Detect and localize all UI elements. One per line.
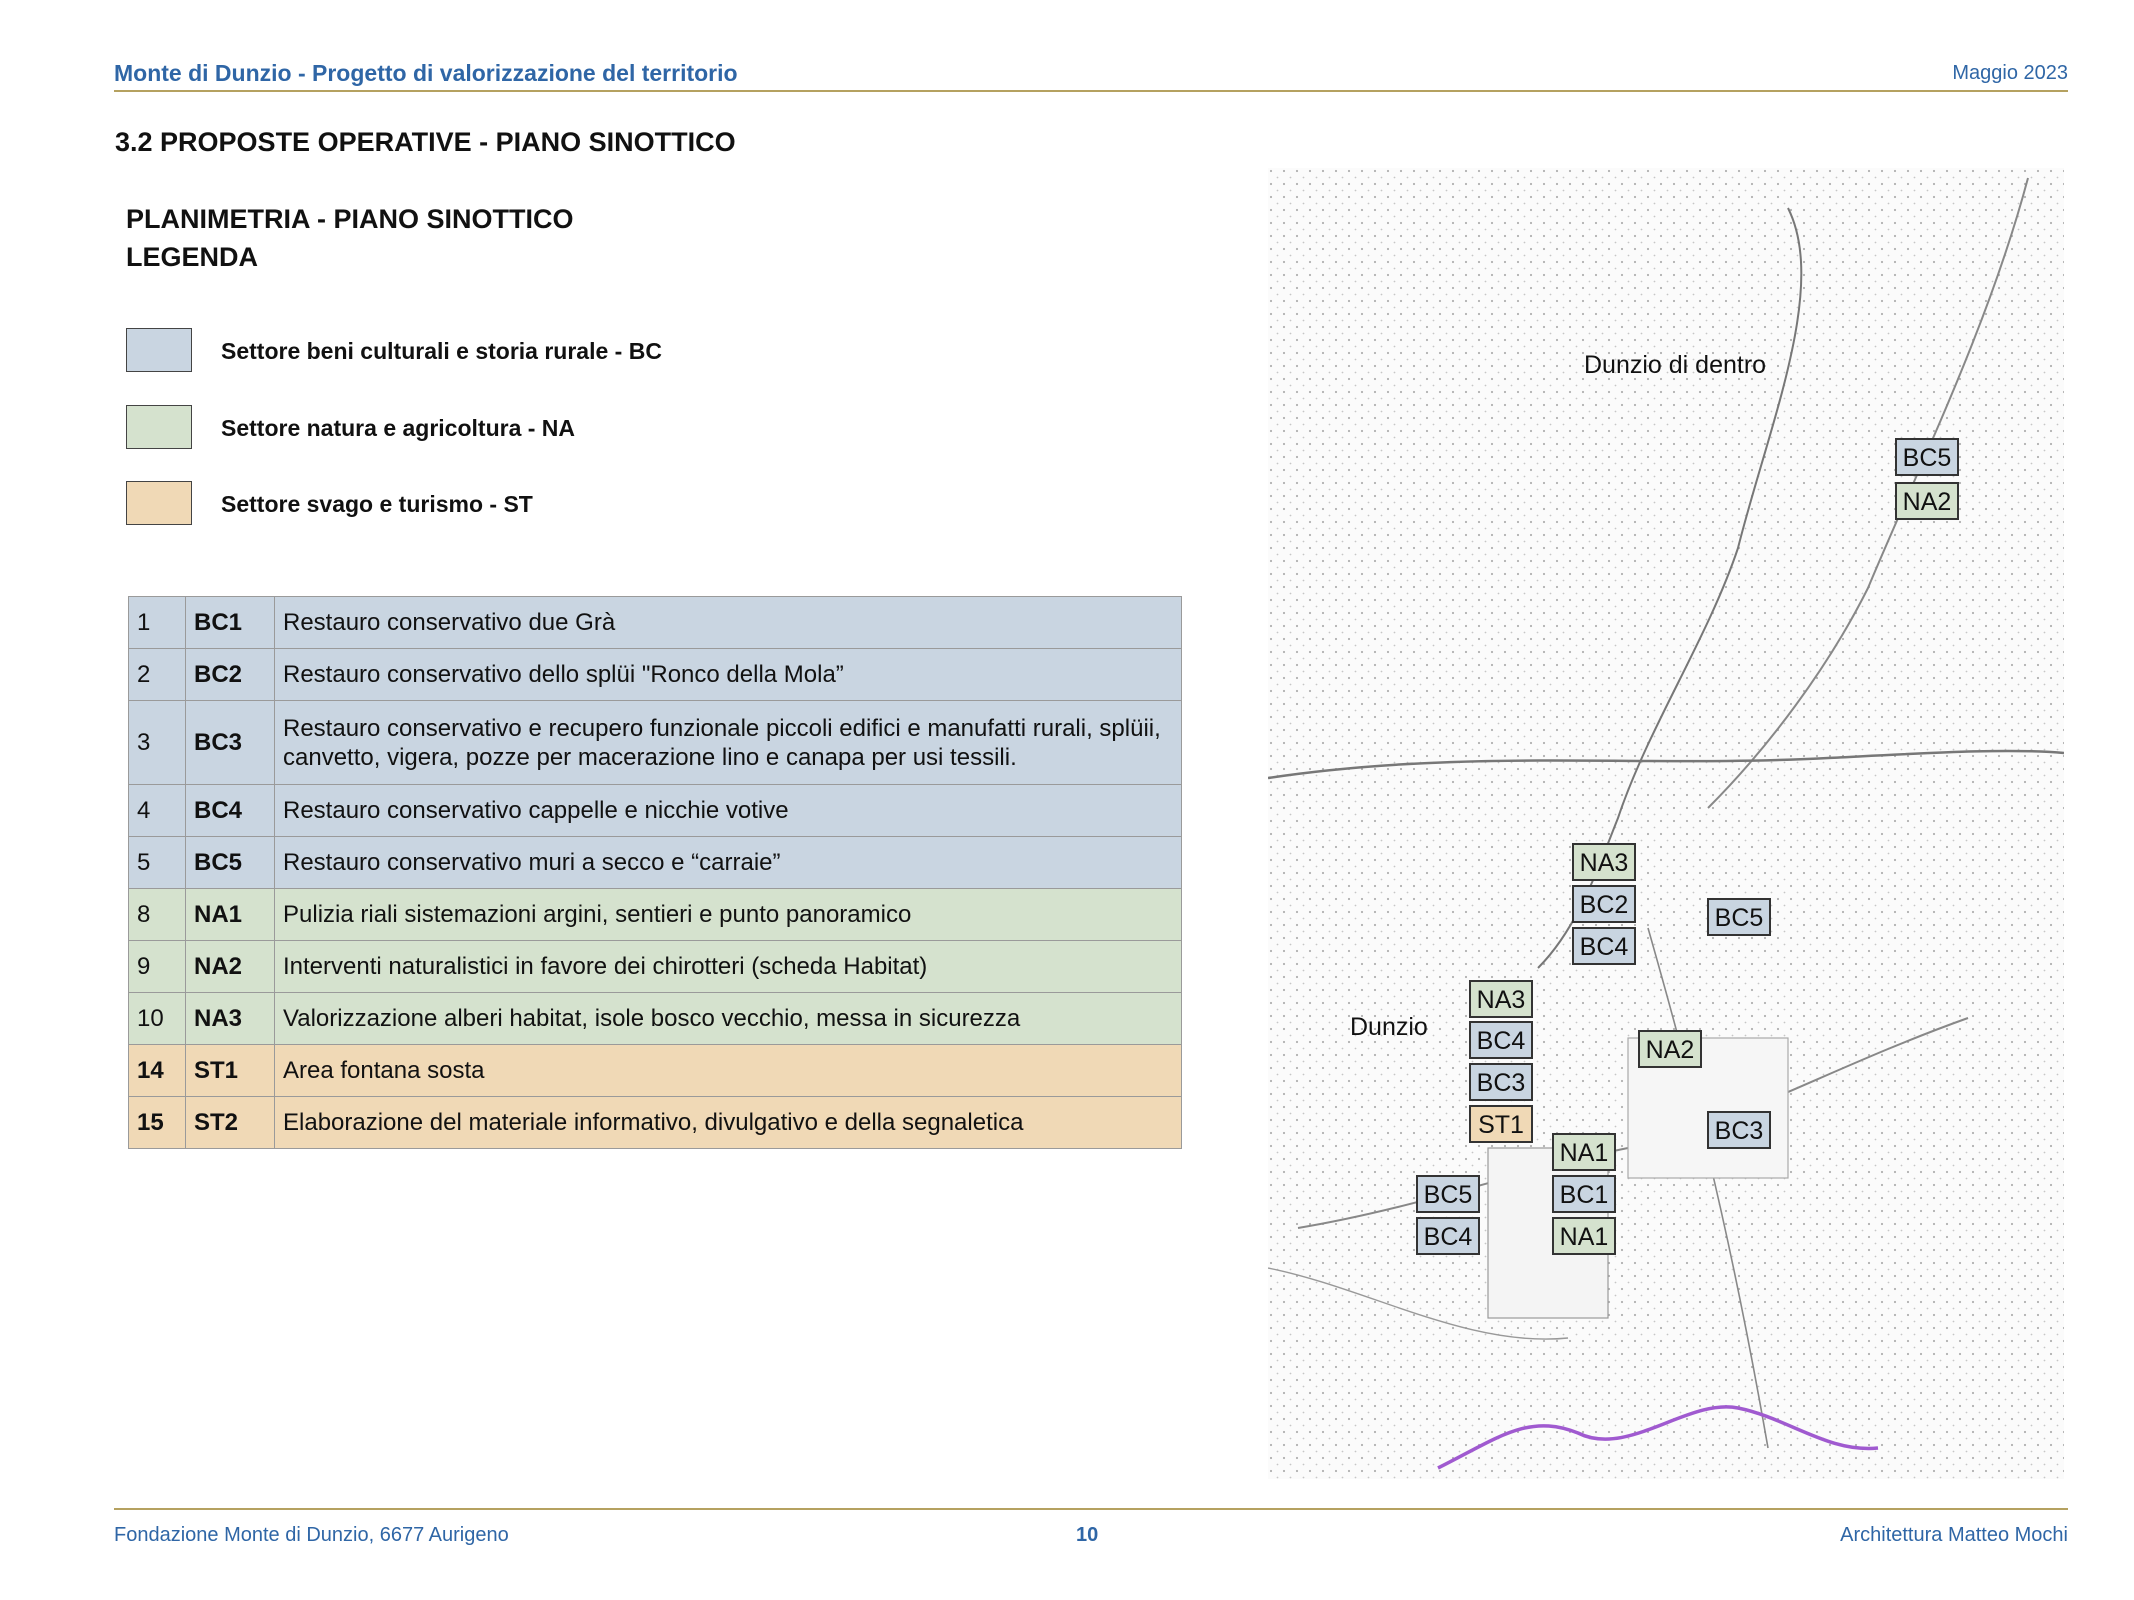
document-date: Maggio 2023: [1952, 62, 2068, 84]
table-row: [129, 701, 1182, 785]
row-code: BC5: [186, 837, 275, 889]
table-row: [129, 889, 1182, 941]
table-row: [129, 785, 1182, 837]
table-row: [129, 649, 1182, 701]
map-tag-bc4: BC4: [1572, 927, 1636, 965]
place-label-dunzio-di-dentro: Dunzio di dentro: [1584, 351, 1767, 379]
map-tag-bc1: BC1: [1552, 1175, 1616, 1213]
row-description: Restauro conservativo e recupero funzionale piccoli edifici e manufatti rurali, splüii, canvetto, vigera, pozze per macerazione lino e canapa per usi tessili.: [275, 701, 1182, 785]
row-description: Valorizzazione alberi habitat, isole bosco vecchio, messa in sicurezza: [275, 993, 1182, 1045]
plan-title: PLANIMETRIA - PIANO SINOTTICO: [126, 204, 574, 234]
map-tag-na1: NA1: [1552, 1217, 1616, 1255]
row-code: BC4: [186, 785, 275, 837]
row-number: 8: [129, 889, 186, 941]
legend-swatch-na: [126, 405, 192, 449]
document-header-title: Monte di Dunzio - Progetto di valorizzazione del territorio: [114, 60, 738, 86]
operations-table: [128, 596, 1182, 1149]
table-row: [129, 837, 1182, 889]
row-description: Restauro conservativo cappelle e nicchie votive: [275, 785, 1182, 837]
section-title: 3.2 PROPOSTE OPERATIVE - PIANO SINOTTICO: [115, 127, 736, 157]
row-code: NA3: [186, 993, 275, 1045]
row-number: 5: [129, 837, 186, 889]
row-number: 3: [129, 701, 186, 785]
row-description: Elaborazione del materiale informativo, divulgativo e della segnaletica: [275, 1097, 1182, 1149]
header-rule: [114, 90, 2068, 92]
map-tag-bc5: BC5: [1707, 898, 1771, 936]
row-number: 1: [129, 597, 186, 649]
map-tag-bc4: BC4: [1469, 1021, 1533, 1059]
page-number: 10: [1076, 1524, 1099, 1546]
row-description: Restauro conservativo due Grà: [275, 597, 1182, 649]
map-tag-st1: ST1: [1469, 1105, 1533, 1143]
map-tag-na3: NA3: [1572, 843, 1636, 881]
map-tag-na3: NA3: [1469, 980, 1533, 1018]
legend-swatch-st: [126, 481, 192, 525]
row-code: BC2: [186, 649, 275, 701]
row-description: Restauro conservativo dello splüi "Ronco della Mola”: [275, 649, 1182, 701]
row-number: 2: [129, 649, 186, 701]
legend-swatch-bc: [126, 328, 192, 372]
table-row: [129, 597, 1182, 649]
legend-heading: [126, 200, 574, 276]
row-code: ST2: [186, 1097, 275, 1149]
map-tag-na2: NA2: [1895, 482, 1959, 520]
table-row: [129, 1097, 1182, 1149]
map-tag-bc3: BC3: [1707, 1111, 1771, 1149]
footer-organization: Fondazione Monte di Dunzio, 6677 Aurigeno: [114, 1524, 509, 1546]
map-tag-na2: NA2: [1638, 1030, 1702, 1068]
legend-label-na: Settore natura e agricoltura - NA: [221, 415, 576, 441]
place-label-dunzio: Dunzio: [1350, 1013, 1428, 1041]
row-description: Area fontana sosta: [275, 1045, 1182, 1097]
row-number: 9: [129, 941, 186, 993]
row-code: NA1: [186, 889, 275, 941]
legend-label-bc: Settore beni culturali e storia rurale - BC: [221, 338, 662, 364]
footer-rule: [114, 1508, 2068, 1510]
row-code: BC1: [186, 597, 275, 649]
row-code: ST1: [186, 1045, 275, 1097]
row-description: Restauro conservativo muri a secco e “carraie”: [275, 837, 1182, 889]
table-row: [129, 993, 1182, 1045]
row-number: 15: [129, 1097, 186, 1149]
map-tag-bc3: BC3: [1469, 1063, 1533, 1101]
row-code: BC3: [186, 701, 275, 785]
table-row: [129, 1045, 1182, 1097]
legend-title: LEGENDA: [126, 242, 259, 272]
row-description: Pulizia riali sistemazioni argini, sentieri e punto panoramico: [275, 889, 1182, 941]
map-tag-na1: NA1: [1552, 1133, 1616, 1171]
map-tag-bc5: BC5: [1895, 438, 1959, 476]
site-plan-map: [1268, 168, 2064, 1479]
row-code: NA2: [186, 941, 275, 993]
map-tag-bc2: BC2: [1572, 885, 1636, 923]
legend-label-st: Settore svago e turismo - ST: [221, 491, 533, 517]
row-number: 4: [129, 785, 186, 837]
row-number: 14: [129, 1045, 186, 1097]
row-description: Interventi naturalistici in favore dei chirotteri (scheda Habitat): [275, 941, 1182, 993]
map-tag-bc5: BC5: [1416, 1175, 1480, 1213]
footer-author: Architettura Matteo Mochi: [1840, 1524, 2068, 1546]
row-number: 10: [129, 993, 186, 1045]
table-row: [129, 941, 1182, 993]
map-tag-bc4: BC4: [1416, 1217, 1480, 1255]
